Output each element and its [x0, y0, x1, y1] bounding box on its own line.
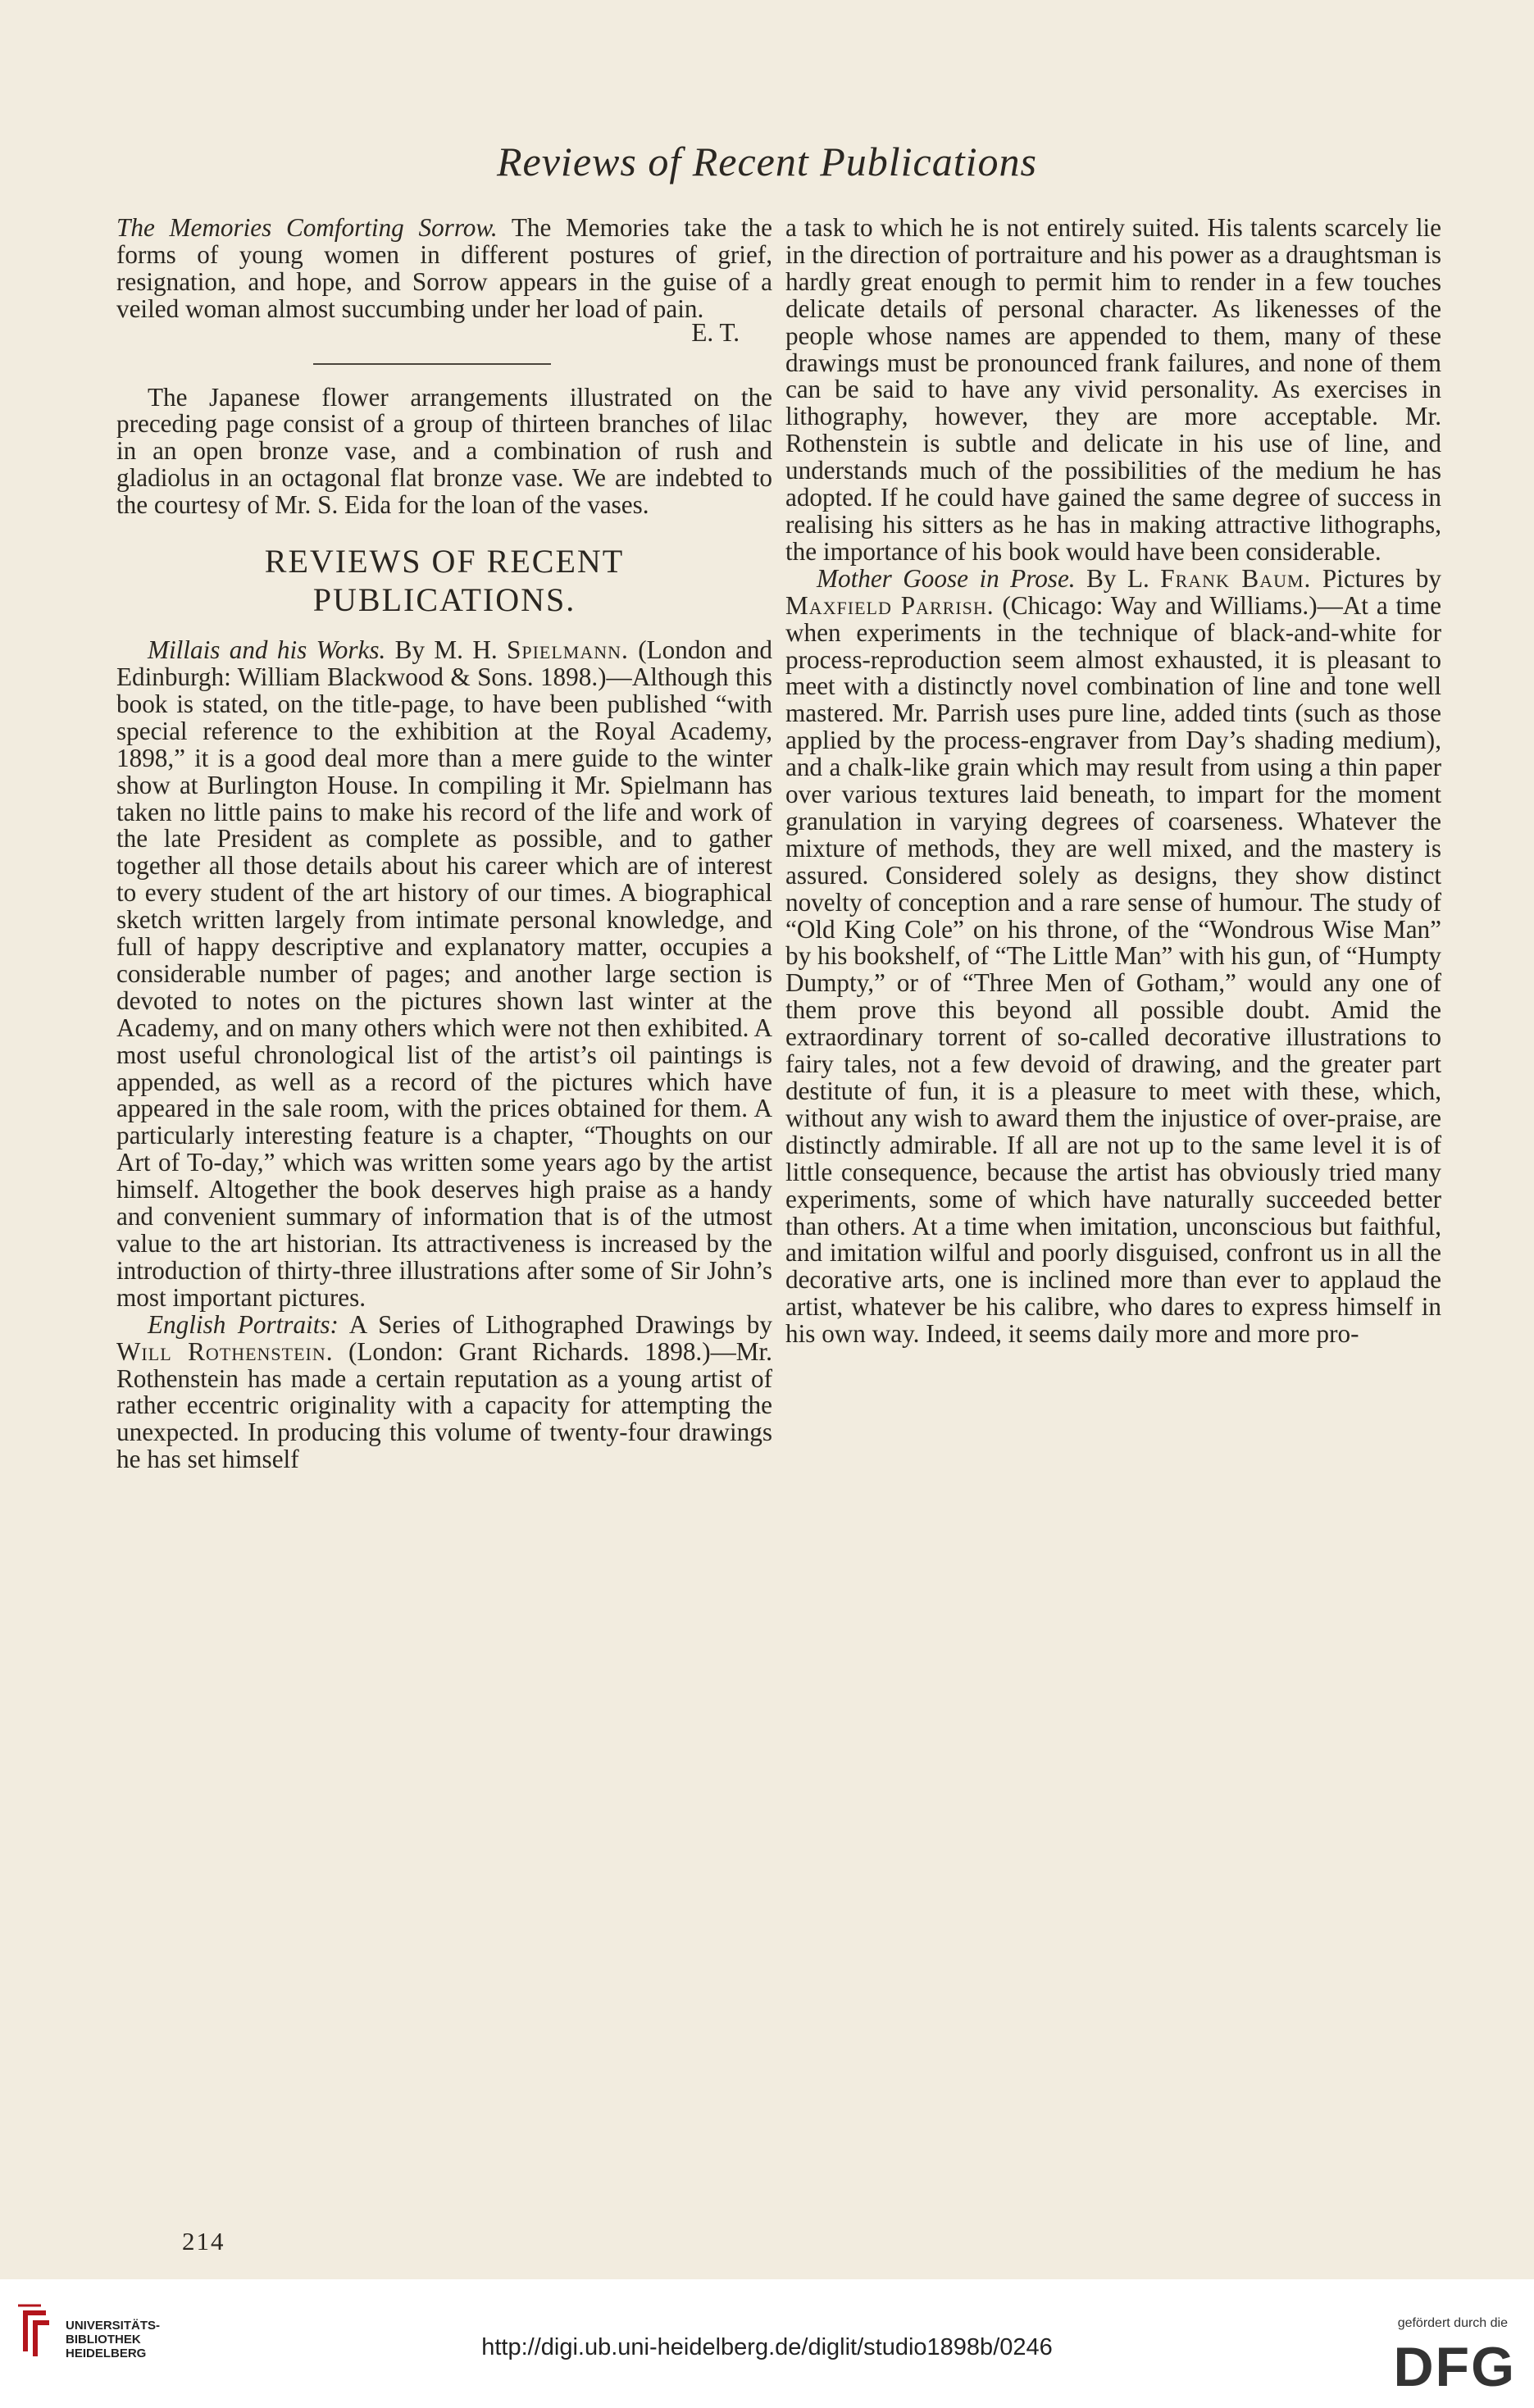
- review-title: Millais and his Works.: [148, 635, 386, 665]
- review-millais: [116, 637, 772, 1312]
- dfg-logo: DFG: [1393, 2336, 1516, 2398]
- article-title: The Memories Comforting Sorrow.: [116, 213, 498, 242]
- section-heading-line-2: PUBLICATIONS.: [312, 581, 576, 619]
- running-head: Reviews of Recent Publications: [497, 139, 1037, 184]
- paragraph-memories: [116, 215, 772, 323]
- source-url-link[interactable]: http://digi.ub.uni-heidelberg.de/diglit/studio1898b/0246: [481, 2334, 1053, 2360]
- review-text: (Chicago: Way and Williams.)—At a time when experiments in the technique of black-and-white for process-reproduction seem almost exhausted, it is pleasant to meet with a distinctly novel combination of line and tone well mastered. Mr. Parrish uses pure line, added tints (such as those applied by the process-engraver from Day’s shading medium), and a chalk-like grain which may result from using a thin paper over various textures laid beneath, to impart for the moment granulation in varying degrees of coarseness. Whatever the mixture of methods, they are well mixed, and the mastery is assured. Considered solely as designs, they show distinct novelty of conception and a rare sense of humour. The study of “Old King Cole” on his throne, of the “Wondrous Wise Man” by his bookshelf, of “The Little Man” with his gun, of “Humpty Dumpty,” or of “Three Men of Gotham,” would any one of them prove this beyond all possible doubt. Amid the extraordinary torrent of so-called decorative illustrations to fairy tales, not a few devoid of drawing, and the greater part destitute of fun, it is a pleasure to meet with these, which, without any wish to award them the injustice of over-praise, are distinctly admirable. If all are not up to the same level it is of little consequence, because the artist has obviously tried many experiments, some of which have naturally succeeded better than others. At a time when imitation, unconscious but faithful, and imitation wilful and poorly disguised, confront us in all the decorative arts, one is inclined more than ever to applaud the artist, whatever be his calibre, who dares to express himself in his own way. Indeed, it seems daily more and more pro-: [785, 590, 1441, 1349]
- review-text: (London and Edinburgh: William Blackwood & Sons. 1898.)—Although this book is stated, on the title-page, to have been published “with special reference to the exhibition at the Royal Academy, 1898,” it is a good deal more than a mere guide to the winter show at Burlington House. In compiling it Mr. Spielmann has taken no little pains to make his record of the life and work of the late President as complete as possible, and to gather together all those details about his career which are of interest to every student of the art history of our times. A biographical sketch written largely from intimate personal knowledge, and full of happy descriptive and explanatory matter, occupies a considerable number of pages; and another large section is devoted to notes on the pictures shown last winter at the Academy, and on many others which were not then exhibited. A most useful chronological list of the artist’s oil paintings is appended, as well as a record of the pictures which have appeared in the sale room, with the prices obtained for them. A particularly interesting feature is a chapter, “Thoughts on our Art of To-day,” which was written some years ago by the artist himself. Altogether the book deserves high praise as a handy and convenient summary of information that is of the utmost value to the art historian. Its attractiveness is increased by the introduction of thirty-three illustrations after some of Sir John’s most important pictures.: [116, 635, 773, 1312]
- divider-rule: [313, 363, 551, 365]
- library-name-line-2: BIBLIOTHEK: [66, 2333, 141, 2347]
- review-subtitle: A Series of Lithographed Drawings by: [338, 1309, 772, 1339]
- review-title: Mother Goose in Prose.: [817, 563, 1076, 593]
- review-text: (London: Grant Richards. 1898.)—Mr. Rothenstein has made a certain reputation as a young artist of rather eccentric originality with a capacity for attempting the unexpected. In producing this volume of twenty-four drawings he has set himself: [116, 1336, 772, 1474]
- signature: E. T.: [691, 317, 740, 347]
- review-mother-goose: [785, 563, 1441, 1349]
- review-english-portraits-continued: a task to which he is not entirely suited. His talents scarcely lie in the direction of portraiture and his power as a draughtsman is hardly great enough to permit him to render in a few touches delicate details of personal character. As likenesses of the people whose names are appended to them, many of these drawings must be pronounced frank failures, and none of them can be said to have any vivid personality. As exercises in lithography, however, they are more acceptable. Mr. Rothenstein is subtle and delicate in his use of line, and understands much of the possibilities of the medium he has adopted. If he could have gained the same degree of success in realising his sitters as he has in making attractive lithographs, the importance of his book would have been considerable.: [785, 213, 1441, 566]
- review-author: Frank Baum.: [1160, 563, 1312, 593]
- right-column: [785, 215, 1441, 1348]
- library-name-line-3: HEIDELBERG: [66, 2347, 147, 2360]
- review-illustrator: Maxfield Parrish.: [785, 590, 995, 620]
- review-title: English Portraits:: [148, 1309, 339, 1339]
- paragraph-text: The Memories take the forms of young women in different postures of grief, resignation, and hope, and Sorrow appears in the guise of a veiled woman almost succumbing under her load of pain.: [116, 213, 772, 323]
- review-pictures-by: Pictures by: [1311, 563, 1441, 593]
- review-author: Will Rothenstein.: [116, 1336, 334, 1366]
- review-author: Spielmann.: [507, 635, 629, 665]
- review-byline: By L.: [1075, 563, 1161, 593]
- review-english-portraits: [116, 1309, 772, 1474]
- left-column: [116, 215, 772, 1473]
- paragraph-japanese-flowers: The Japanese flower arrangements illustrated on the preceding page consist of a group of thirteen branches of lilac in an open bronze vase, and a combination of rush and gladiolus in an octagonal flat bronze vase. We are indebted to the courtesy of Mr. S. Eida for the loan of the vases.: [116, 382, 772, 520]
- page-number: 214: [182, 2227, 225, 2256]
- section-heading: [116, 542, 772, 619]
- section-heading-line-1: REVIEWS OF RECENT: [264, 543, 625, 580]
- funded-by-label: gefördert durch die: [1397, 2316, 1508, 2330]
- library-name-line-1: UNIVERSITÄTS-: [66, 2319, 161, 2333]
- review-byline: By M. H.: [385, 635, 508, 665]
